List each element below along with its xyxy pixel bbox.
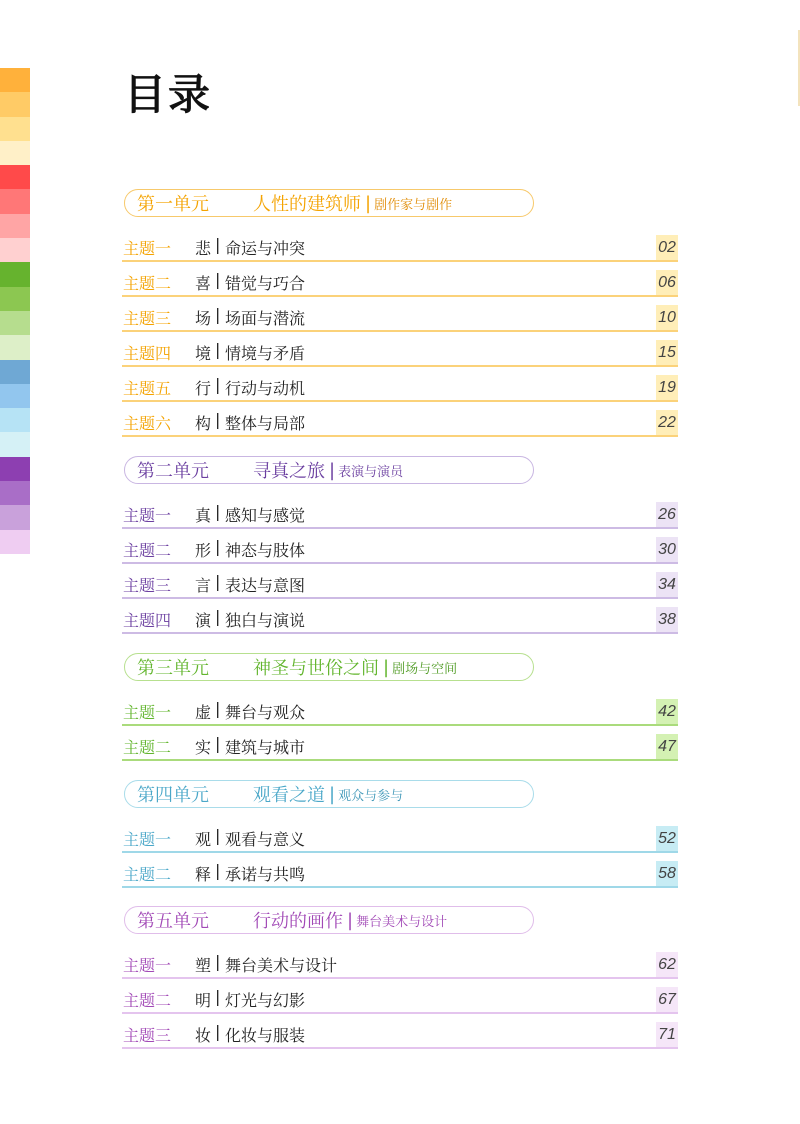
topic-title: 整体与局部: [225, 414, 306, 433]
unit-name: 人性的建筑师: [253, 194, 361, 215]
topic-title: 承诺与共鸣: [225, 865, 306, 884]
topic-label: 主题二: [123, 274, 172, 293]
toc-row[interactable]: [122, 300, 678, 332]
topic-separator: |: [215, 572, 221, 591]
toc-row[interactable]: [122, 729, 678, 761]
topic-label: 主题三: [123, 576, 172, 595]
row-underline: [122, 597, 678, 599]
color-swatch: [0, 432, 30, 456]
color-swatch: [0, 165, 30, 189]
topic-keyword: 实: [195, 738, 212, 757]
topic-title: 舞台与观众: [225, 703, 306, 722]
unit-number: 第一单元: [137, 194, 209, 215]
unit-header[interactable]: [124, 456, 534, 484]
page-number[interactable]: 26: [656, 502, 678, 527]
topic-separator: |: [215, 699, 221, 718]
topic-separator: |: [215, 734, 221, 753]
topic-label: 主题六: [123, 414, 172, 433]
unit-separator: |: [347, 909, 354, 931]
page-number[interactable]: 38: [656, 607, 678, 632]
unit-header[interactable]: [124, 653, 534, 681]
topic-separator: |: [215, 410, 221, 429]
topic-keyword: 妆: [195, 1026, 212, 1045]
unit-number: 第三单元: [137, 658, 209, 679]
unit-subtitle: 舞台美术与设计: [356, 914, 448, 930]
topic-separator: |: [215, 502, 221, 521]
topic-keyword: 虚: [195, 703, 212, 722]
row-underline: [122, 851, 678, 853]
unit-separator: |: [365, 192, 372, 214]
topic-title: 表达与意图: [225, 576, 306, 595]
unit-separator: |: [329, 459, 336, 481]
toc-row[interactable]: [122, 947, 678, 979]
color-swatch-strip: [0, 68, 30, 554]
unit-name: 寻真之旅: [253, 461, 325, 482]
topic-title: 错觉与巧合: [225, 274, 306, 293]
page-number[interactable]: 52: [656, 826, 678, 851]
unit-name: 观看之道: [253, 785, 325, 806]
toc-row[interactable]: [122, 230, 678, 262]
row-underline: [122, 365, 678, 367]
color-swatch: [0, 287, 30, 311]
page-number[interactable]: 71: [656, 1022, 678, 1047]
unit-subtitle: 观众与参与: [338, 788, 404, 804]
color-swatch: [0, 68, 30, 92]
topic-label: 主题三: [123, 309, 172, 328]
topic-title: 舞台美术与设计: [225, 956, 338, 975]
topic-title: 化妆与服装: [225, 1026, 306, 1045]
topic-separator: |: [215, 1022, 221, 1041]
color-swatch: [0, 360, 30, 384]
topic-title: 建筑与城市: [225, 738, 306, 757]
row-underline: [122, 527, 678, 529]
unit-number: 第二单元: [137, 461, 209, 482]
row-underline: [122, 1047, 678, 1049]
color-swatch: [0, 92, 30, 116]
topic-separator: |: [215, 607, 221, 626]
page-number[interactable]: 10: [656, 305, 678, 330]
topic-separator: |: [215, 340, 221, 359]
topic-separator: |: [215, 375, 221, 394]
topic-keyword: 喜: [195, 274, 212, 293]
topic-label: 主题五: [123, 379, 172, 398]
topic-title: 命运与冲突: [225, 239, 306, 258]
page-number[interactable]: 06: [656, 270, 678, 295]
toc-row[interactable]: [122, 370, 678, 402]
topic-title: 观看与意义: [225, 830, 306, 849]
toc-row[interactable]: [122, 532, 678, 564]
topic-title: 灯光与幻影: [225, 991, 306, 1010]
topic-keyword: 行: [195, 379, 212, 398]
unit-subtitle: 剧场与空间: [392, 661, 458, 677]
topic-label: 主题四: [123, 344, 172, 363]
color-swatch: [0, 481, 30, 505]
color-swatch: [0, 214, 30, 238]
color-swatch: [0, 530, 30, 554]
toc-row[interactable]: [122, 405, 678, 437]
topic-keyword: 真: [195, 506, 212, 525]
toc-row[interactable]: [122, 602, 678, 634]
color-swatch: [0, 505, 30, 529]
unit-header[interactable]: [124, 906, 534, 934]
color-swatch: [0, 335, 30, 359]
topic-keyword: 明: [195, 991, 212, 1010]
page-number[interactable]: 15: [656, 340, 678, 365]
topic-label: 主题一: [123, 239, 172, 258]
page-number[interactable]: 47: [656, 734, 678, 759]
page-number[interactable]: 58: [656, 861, 678, 886]
row-underline: [122, 330, 678, 332]
color-swatch: [0, 384, 30, 408]
page-number[interactable]: 19: [656, 375, 678, 400]
topic-keyword: 塑: [195, 956, 212, 975]
topic-keyword: 构: [195, 414, 212, 433]
topic-separator: |: [215, 826, 221, 845]
color-swatch: [0, 262, 30, 286]
unit-subtitle: 表演与演员: [338, 464, 404, 480]
page-number[interactable]: 02: [656, 235, 678, 260]
topic-title: 行动与动机: [225, 379, 306, 398]
toc-row[interactable]: [122, 567, 678, 599]
unit-separator: |: [383, 656, 390, 678]
topic-title: 场面与潜流: [225, 309, 306, 328]
topic-keyword: 观: [195, 830, 212, 849]
topic-separator: |: [215, 235, 221, 254]
toc-row[interactable]: [122, 694, 678, 726]
row-underline: [122, 260, 678, 262]
color-swatch: [0, 117, 30, 141]
topic-label: 主题四: [123, 611, 172, 630]
topic-label: 主题二: [123, 991, 172, 1010]
unit-number: 第五单元: [137, 911, 209, 932]
topic-label: 主题一: [123, 956, 172, 975]
unit-subtitle: 剧作家与剧作: [374, 197, 453, 213]
unit-header[interactable]: [124, 189, 534, 217]
color-swatch: [0, 408, 30, 432]
color-swatch: [0, 141, 30, 165]
toc-row[interactable]: [122, 335, 678, 367]
toc-row[interactable]: [122, 982, 678, 1014]
topic-label: 主题一: [123, 830, 172, 849]
topic-keyword: 悲: [195, 239, 212, 258]
topic-label: 主题三: [123, 1026, 172, 1045]
page-number[interactable]: 22: [656, 410, 678, 435]
toc-row[interactable]: [122, 821, 678, 853]
color-swatch: [0, 311, 30, 335]
topic-title: 感知与感觉: [225, 506, 306, 525]
topic-separator: |: [215, 952, 221, 971]
page-title: 目录: [124, 70, 213, 119]
topic-label: 主题二: [123, 738, 172, 757]
topic-separator: |: [215, 537, 221, 556]
row-underline: [122, 295, 678, 297]
topic-separator: |: [215, 305, 221, 324]
topic-title: 情境与矛盾: [225, 344, 306, 363]
topic-separator: |: [215, 861, 221, 880]
row-underline: [122, 562, 678, 564]
row-underline: [122, 886, 678, 888]
page-number[interactable]: 62: [656, 952, 678, 977]
row-underline: [122, 1012, 678, 1014]
topic-keyword: 释: [195, 865, 212, 884]
color-swatch: [0, 189, 30, 213]
topic-keyword: 形: [195, 541, 212, 560]
topic-keyword: 境: [195, 344, 212, 363]
topic-separator: |: [215, 987, 221, 1006]
color-swatch: [0, 457, 30, 481]
toc-row[interactable]: [122, 1017, 678, 1049]
topic-label: 主题二: [123, 865, 172, 884]
row-underline: [122, 977, 678, 979]
page-number[interactable]: 42: [656, 699, 678, 724]
unit-header[interactable]: [124, 780, 534, 808]
page-number[interactable]: 67: [656, 987, 678, 1012]
topic-title: 神态与肢体: [225, 541, 306, 560]
row-underline: [122, 400, 678, 402]
topic-label: 主题一: [123, 703, 172, 722]
topic-keyword: 场: [195, 309, 212, 328]
topic-keyword: 演: [195, 611, 212, 630]
topic-keyword: 言: [195, 576, 212, 595]
color-swatch: [0, 238, 30, 262]
unit-name: 神圣与世俗之间: [253, 658, 379, 679]
topic-label: 主题一: [123, 506, 172, 525]
row-underline: [122, 632, 678, 634]
topic-label: 主题二: [123, 541, 172, 560]
unit-separator: |: [329, 783, 336, 805]
page-number[interactable]: 30: [656, 537, 678, 562]
topic-title: 独白与演说: [225, 611, 306, 630]
unit-number: 第四单元: [137, 785, 209, 806]
row-underline: [122, 435, 678, 437]
topic-separator: |: [215, 270, 221, 289]
row-underline: [122, 724, 678, 726]
unit-name: 行动的画作: [253, 911, 343, 932]
toc-row[interactable]: [122, 265, 678, 297]
row-underline: [122, 759, 678, 761]
page-number[interactable]: 34: [656, 572, 678, 597]
toc-row[interactable]: [122, 497, 678, 529]
toc-row[interactable]: [122, 856, 678, 888]
